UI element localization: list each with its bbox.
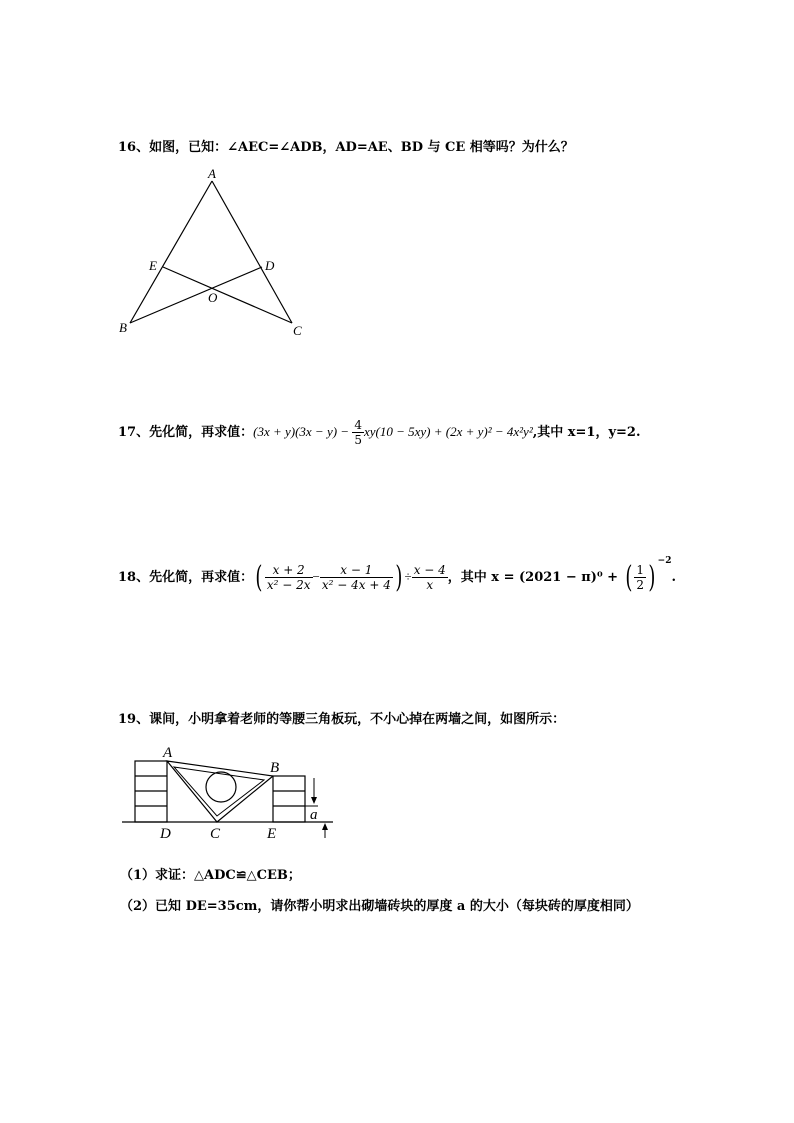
triangle-inner (174, 767, 264, 816)
q17-expr: (3x + y)(3x − y) − (253, 424, 353, 439)
arrow-bottom-head (322, 823, 328, 830)
q19-number: 19 (118, 712, 137, 727)
q18-frac1 (265, 563, 313, 592)
label-C: C (210, 826, 221, 842)
q18-frac4 (634, 563, 646, 592)
label-B: B (119, 320, 127, 335)
right-wall (273, 776, 305, 822)
q19-part2: （2）已知 DE=35cm，请你帮小明求出砌墙砖块的厚度 a 的大小（每块砖的厚度相同） (120, 899, 639, 914)
label-a: a (310, 807, 318, 823)
label-D: D (265, 258, 275, 273)
q17-prefix: 、先化简，再求值： (136, 425, 254, 440)
q18-f4-num: 1 (636, 563, 644, 577)
q18-lparen: ( (255, 560, 263, 595)
q18-f2-num: x − 1 (320, 563, 393, 578)
q18-rparen: ) (395, 560, 403, 595)
q18-number: 18 (118, 570, 137, 585)
q17-number: 17 (118, 425, 137, 440)
q17-suffix: ,其中 x=1，y=2. (532, 425, 641, 440)
label-B: B (270, 760, 280, 776)
q18-frac2 (320, 563, 393, 592)
triangle-hole (206, 772, 236, 802)
label-E: E (149, 258, 157, 273)
q17-text (118, 418, 641, 447)
q16-number: 16 (118, 140, 137, 155)
triangle-ABC (167, 761, 273, 822)
label-A: A (208, 166, 216, 181)
line-BD (130, 267, 262, 323)
q18-lparen2: ( (624, 560, 632, 595)
q18-f2-den: x² − 4x + 4 (321, 578, 391, 592)
label-O: O (208, 290, 218, 305)
q18-prefix: 、先化简，再求值： (136, 570, 254, 585)
q16-figure (110, 160, 320, 345)
line-AC (212, 181, 292, 323)
q18-minus: − (312, 569, 320, 584)
q16-text (118, 136, 574, 155)
q18-f3-num: x − 4 (413, 563, 446, 577)
line-AB (130, 181, 212, 323)
q18-f3-den: x (426, 578, 434, 592)
q18-div: ÷ (404, 569, 412, 584)
q18-frac3 (412, 563, 448, 592)
line-EC (163, 267, 292, 323)
q18-f1-num: x + 2 (265, 563, 313, 578)
q18-text (118, 556, 676, 595)
q19-figure (118, 740, 340, 842)
q18-exp: −2 (657, 556, 672, 566)
q18-f4-den: 2 (636, 578, 644, 592)
q17-frac-den: 5 (354, 433, 362, 447)
label-A: A (163, 745, 173, 761)
arrow-top-head (311, 797, 317, 804)
q18-mid: ，其中 x = (2021 − π)⁰ + (447, 570, 623, 585)
q18-end: . (671, 570, 677, 585)
label-D: D (160, 826, 171, 842)
q18-f1-den: x² − 2x (266, 578, 311, 592)
q17-frac-num: 4 (354, 418, 362, 432)
q17-fraction (352, 418, 364, 447)
q17-expr2: xy(10 − 5xy) + (2x + y)² − 4x²y² (363, 424, 533, 439)
q19-text (118, 708, 565, 727)
q19-body: 、课间，小明拿着老师的等腰三角板玩，不小心掉在两墙之间，如图所示： (136, 712, 566, 727)
label-C: C (293, 323, 302, 338)
q16-body: 、如图，已知：∠AEC=∠ADB，AD=AE、BD 与 CE 相等吗？为什么？ (136, 140, 574, 155)
q18-rparen2: ) (648, 560, 656, 595)
label-E: E (267, 826, 277, 842)
q19-part1: （1）求证：△ADC≌△CEB； (120, 868, 301, 883)
